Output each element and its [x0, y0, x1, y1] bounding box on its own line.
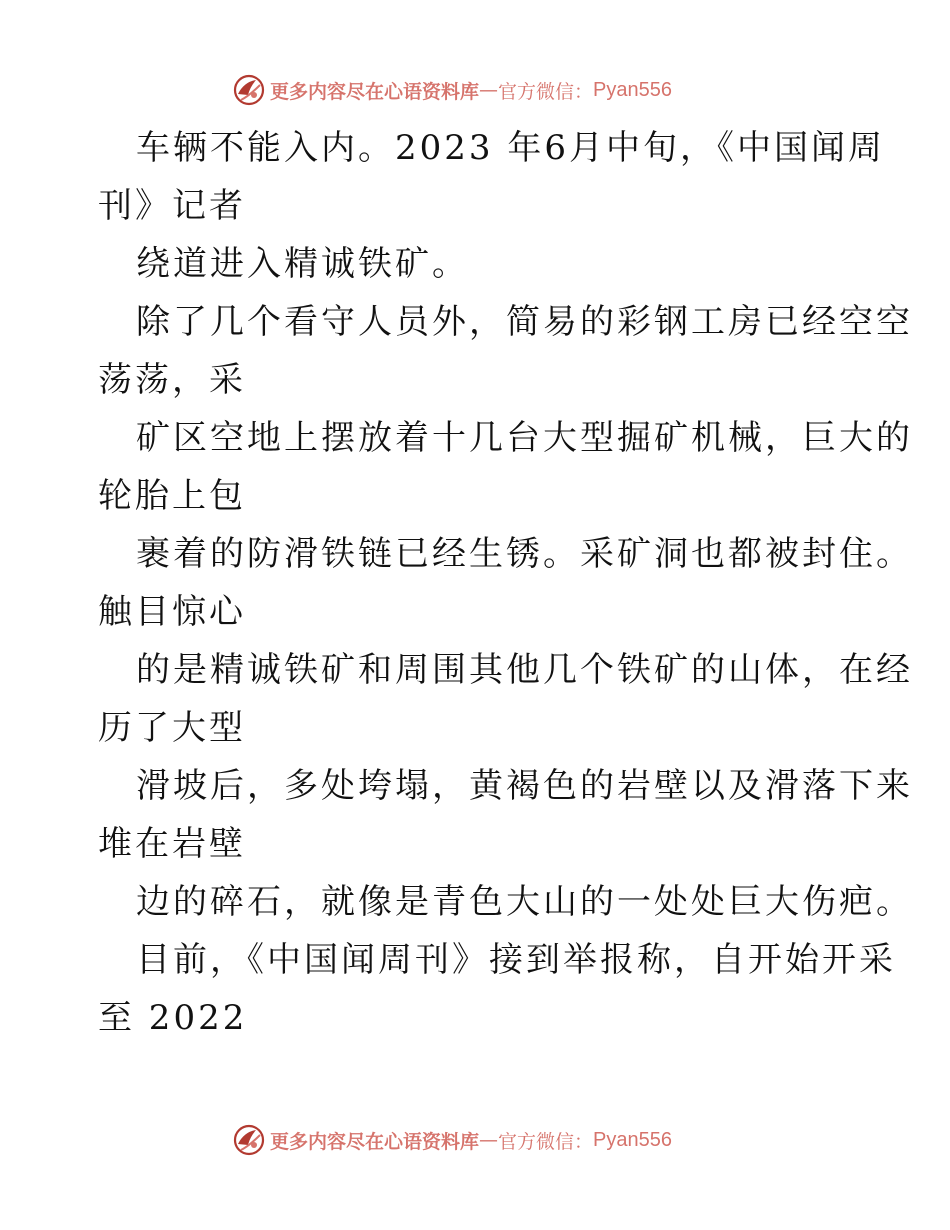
body-line: 触目惊心 — [98, 592, 246, 632]
header-brand-text: 更多内容尽在心语资料库 — [270, 80, 480, 103]
body-line: 除了几个看守人员外，简易的彩钢工房已经空空 — [136, 302, 913, 342]
body-line: 边的碎石，就像是青色大山的一处处巨大伤疤。 — [136, 882, 913, 922]
body-line: 荡荡，采 — [98, 360, 246, 400]
footer-watermark — [232, 1120, 722, 1160]
body-line: 轮胎上包 — [98, 476, 246, 516]
header-wechat-label: 官方微信： — [498, 80, 594, 103]
footer-brand-text: 更多内容尽在心语资料库 — [270, 1130, 480, 1153]
body-line: 堆在岩壁 — [98, 824, 246, 864]
body-line: 绕道进入精诚铁矿。 — [136, 244, 469, 284]
body-line: 的是精诚铁矿和周围其他几个铁矿的山体，在经 — [136, 650, 913, 690]
body-line: 刊》记者 — [98, 186, 246, 226]
body-line: 裹着的防滑铁链已经生锈。采矿洞也都被封住。 — [136, 534, 913, 574]
body-line: 车辆不能入内。2023 年6月中旬，《中国闻周 — [136, 128, 885, 168]
footer-wechat-id: Pyan556 — [593, 1128, 672, 1151]
footer-dash: — — [479, 1129, 499, 1151]
body-line: 矿区空地上摆放着十几台大型掘矿机械，巨大的 — [136, 418, 913, 458]
body-line: 目前，《中国闻周刊》接到举报称，自开始开采 — [136, 940, 896, 980]
header-dash: — — [479, 79, 499, 101]
footer-wechat-label: 官方微信： — [498, 1130, 594, 1153]
header-wechat-id: Pyan556 — [593, 78, 672, 101]
body-line: 至 2022 — [98, 998, 248, 1038]
body-line: 历了大型 — [98, 708, 246, 748]
body-line: 滑坡后，多处垮塌，黄褐色的岩壁以及滑落下来 — [136, 766, 913, 806]
pen-logo-icon — [232, 1123, 266, 1157]
